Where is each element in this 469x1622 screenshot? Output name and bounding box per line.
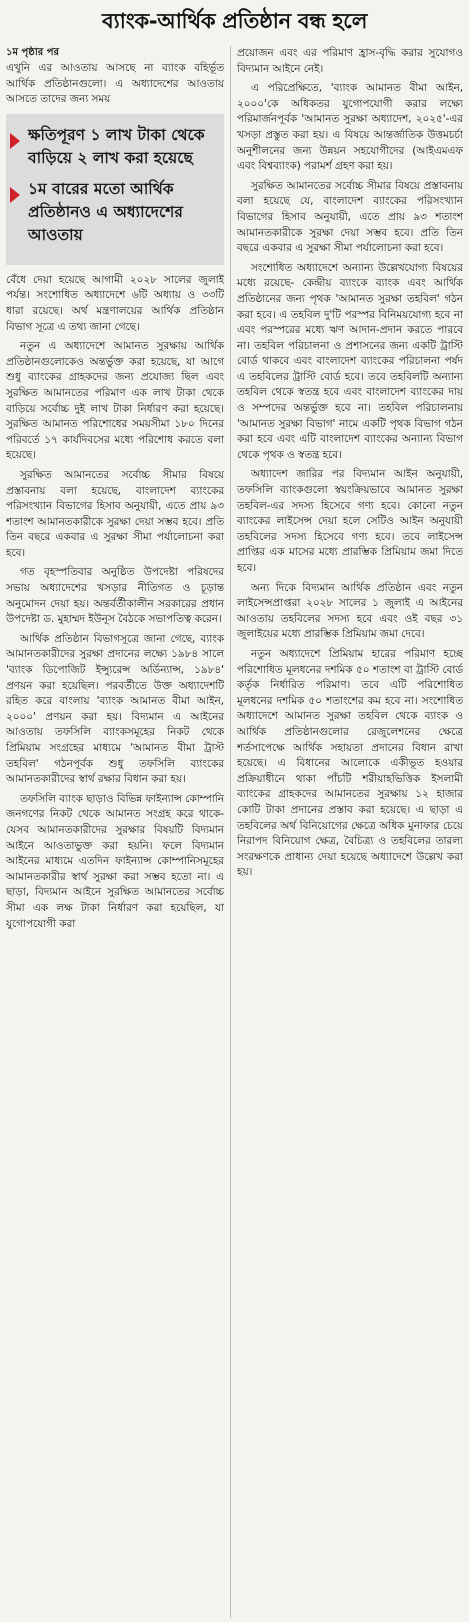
highlight-item: [10, 178, 222, 247]
highlight-box: [6, 114, 224, 265]
paragraph: নতুন অধ্যাদেশে প্রিমিয়াম হারের পরিমাণ হচ্ছে পরিশোধিত মূলধনের দশমিক ৫০ শতাংশ বা ট্রাস্টি বোর্ড কর্তৃক নির্ধারিত পরিমাণ। তবে এটি পরিশোধিত মূলধনের দশমিক ৫০ শতাংশের কম হবে না। সংশোধিত অধ্যাদেশে আমানত সুরক্ষা তহবিল থেকে ব্যাংক ও আর্থিক প্রতিষ্ঠানগুলোর রেজুলেশনের ক্ষেত্রে শর্তসাপেক্ষে আর্থিক সহায়তা প্রদানের বিধান রাখা হয়েছে। এ বিধানের আলোকে একীভূত হওয়ার প্রক্রিয়াধীনে থাকা পাঁচটি শরীয়াহভিত্তিক ইসলামী ব্যাংকের গ্রাহকদের আমানতের সুরক্ষায় ১২ হাজার কোটি টাকা প্রদানের প্রস্তাব করা হয়েছে। এ ছাড়া এ তহবিলের অর্থ বিনিয়োগের ক্ষেত্রে অধিক মুনাফার চেয়ে নিরাপদ বিনিয়োগ ক্ষেত্র, বৈচিত্র্য ও তহবিলের তারল্য সংরক্ষণকে প্রাধান্য দেয়া হয়েছে অধ্যাদেশে উল্লেখ করা হয়।: [237, 647, 463, 879]
paragraph: সংশোধিত অধ্যাদেশে অন্যান্য উল্লেখযোগ্য বিষয়ের মধ্যে রয়েছে- কেন্দ্রীয় ব্যাংকে ব্যাংক এবং আর্থিক প্রতিষ্ঠানের জন্য পৃথক 'আমানত সুরক্ষা তহবিল' গঠন করা হবে। এ তহবিল দু'টি পরস্পর বিনিময়যোগ্য হবে না এবং পরস্পরের মধ্যে ঋণ আদান-প্রদান করতে পারবে না। তহবিল পরিচালনা ও প্রশাসনের জন্য একটি ট্রাস্টি বোর্ড থাকবে এবং বাংলাদেশ ব্যাংকের পরিচালনা পর্ষদ এ তহবিলের ট্রাস্টি বোর্ড হবে। তবে তহবিলটি অন্যান্য তহবিল থেকে স্বতন্ত্র হবে এবং বাংলাদেশ ব্যাংকের দায় ও সম্পদের অন্তর্ভুক্ত হবে না। তহবিল পরিচালনায় 'আমানত সুরক্ষা বিভাগ' নামে একটি পৃথক বিভাগ গঠন করা হবে এবং এটি বাংলাদেশ ব্যাংকের অন্যান্য বিভাগ থেকে পৃথক ও স্বতন্ত্র হবে।: [237, 261, 463, 461]
paragraph: সুরক্ষিত আমানতের সর্বোচ্চ সীমার বিষয়ে প্রস্তাবনায় বলা হয়েছে যে, বাংলাদেশ ব্যাংকের পরিসংখ্যান বিভাগের হিসাব অনুযায়ী, এতে প্রায় ৯৩ শতাংশ আমানতকারীকে সুরক্ষা দেয়া সম্ভব হবে। প্রতি তিন বছরে একবার এ সুরক্ষা সীমা পর্যালোচনা করা হবে।: [237, 179, 463, 255]
paragraph: তফসিলি ব্যাংক ছাড়াও বিভিন্ন ফাইন্যান্স কোম্পানি জনগণের নিকট থেকে আমানত সংগ্রহ করে থাকে- যেসব আমানতকারীদের সুরক্ষার বিষয়টি বিদ্যমান আইনে আওতাভুক্ত করা হয়নি। ফলে বিদ্যমান আইনের মাধ্যমে এতদিন ফাইন্যান্স কোম্পানিসমূহের আমানতকারীর স্বার্থ সুরক্ষা করা সম্ভব হতো না। এ ছাড়া, বিদ্যমান আইনে সুরক্ষিত আমানতের সর্বোচ্চ সীমা এক লক্ষ টাকা নির্ধারণ করা হয়েছিল, যা যুগোপযোগী করা: [6, 792, 224, 930]
highlight-text: ১ম বারের মতো আর্থিক প্রতিষ্ঠানও এ অধ্যাদেশের আওতায়: [28, 179, 183, 244]
paragraph: বেঁধে দেয়া হয়েছে আগামী ২০২৮ সালের জুলাই পর্যন্ত। সংশোধিত অধ্যাদেশে ৬টি অধ্যায় ও ৩৩টি ধারা রয়েছে। অর্থ মন্ত্রণালয়ের আর্থিক প্রতিষ্ঠান বিভাগ সূত্রে এ তথ্য জানা গেছে।: [6, 273, 224, 333]
paragraph: এখুনি এর আওতায় আসছে না ব্যাংক বহির্ভূত আর্থিক প্রতিষ্ঠানগুলো। এ অধ্যাদেশের আওতায় আসতে তাদের জন্য সময়: [6, 62, 224, 106]
paragraph: অন্য দিকে বিদ্যমান আর্থিক প্রতিষ্ঠান এবং নতুন লাইসেন্সপ্রাপ্তরা ২০২৮ সালের ১ জুলাই এ আইনের আওতায় তহবিলের সদস্য হবে এবং ওই বছর ৩১ জুলাইয়ের মধ্যে প্রারম্ভিক প্রিমিয়াম জমা দেবে।: [237, 581, 463, 641]
continuation-label: ১ম পৃষ্ঠার পর: [6, 47, 59, 58]
paragraph: গত বৃহস্পতিবার অনুষ্ঠিত উপদেষ্টা পরিষদের সভায় অধ্যাদেশের খসড়ার নীতিগত ও চূড়ান্ত অনুমোদন দেয়া হয়। অন্তর্বর্তীকালীন সরকারের প্রধান উপদেষ্টা ড. মুহাম্মদ ইউনূস বৈঠকে সভাপতিত্ব করেন।: [6, 566, 224, 626]
column-divider: [230, 46, 231, 1618]
paragraph: প্রয়োজন এবং এর পরিমাণ হ্রাস-বৃদ্ধি করার সুযোগও বিদ্যমান আইনে নেই।: [237, 47, 463, 75]
paragraph: নতুন এ অধ্যাদেশে আমানত সুরক্ষায় আর্থিক প্রতিষ্ঠানগুলোকেও অন্তর্ভুক্ত করা হয়েছে, যা আগে শুধু ব্যাংকের গ্রাহকদের জন্য প্রযোজ্য ছিল এবং সুরক্ষিত আমানতের পরিমাণ এক লাখ টাকা থেকে বাড়িয়ে সর্বোচ্চ দুই লাখ টাকা নির্ধারণ করা হয়েছে। সুরক্ষিত আমানত পরিশোধের সময়সীমা ১৮০ দিনের পরিবর্তে ১৭ কার্যদিবসের মধ্যে পরিশোধ করতে বলা হয়েছে।: [6, 340, 224, 462]
left-column: [6, 46, 224, 1618]
highlight-text: ক্ষতিপূরণ ১ লাখ টাকা থেকে বাড়িয়ে ২ লাখ করা হয়েছে: [28, 125, 205, 167]
red-arrow-icon: [10, 133, 20, 149]
paragraph: অধ্যাদেশ জারির পর বিদ্যমান আইন অনুযায়ী, তফসিলি ব্যাংকগুলো স্বয়ংক্রিয়ভাবে আমানত সুরক্ষা তহবিল-এর সদস্য হিসেবে গণ্য হবে। কোনো নতুন ব্যাংকের লাইসেন্স দেয়া হলে সেটিও আইন অনুযায়ী তহবিলের সদস্য হিসেবে গণ্য হবে। তবে লাইসেন্স প্রাপ্তির এক মাসের মধ্যে প্রারম্ভিক প্রিমিয়াম জমা দিতে হবে।: [237, 468, 463, 574]
headline: ব্যাংক-আর্থিক প্রতিষ্ঠান বন্ধ হলে: [101, 9, 368, 33]
paragraph: এ পরিপ্রেক্ষিতে, 'ব্যাংক আমানত বীমা আইন, ২০০০'কে অধিকতর যুগোপযোগী করার লক্ষ্যে পরিমার্জনপূর্বক 'আমানত সুরক্ষা অধ্যাদেশ, ২০২৫'-এর খসড়া প্রস্তুত করা হয়। এ বিষয়ে আন্তর্জাতিক উত্তমচর্চা অনুশীলনের জন্য উন্নয়ন সহযোগীদের (আইএমএফ এবং বিশ্বব্যাংক) পরামর্শ গ্রহণ করা হয়।: [237, 82, 463, 173]
red-arrow-icon: [10, 187, 20, 203]
column-fade: [237, 1610, 463, 1618]
paragraph: সুরক্ষিত আমানতের সর্বোচ্চ সীমার বিষয়ে প্রস্তাবনায় বলা হয়েছে, বাংলাদেশ ব্যাংকের পরিসংখ্যান বিভাগের হিসাব অনুযায়ী, এতে প্রায় ৯৩ শতাংশ আমানতকারীকে সুরক্ষা দেয়া সম্ভব হবে। প্রতি তিন বছরে একবার এ সুরক্ষা সীমা পর্যালোচনা করা হবে।: [6, 468, 224, 559]
column-fade: [6, 1610, 224, 1618]
paragraph: আর্থিক প্রতিষ্ঠান বিভাগসূত্রে জানা গেছে, ব্যাংক আমানতকারীদের সুরক্ষা প্রদানের লক্ষ্যে ১৯৮৪ সালে 'ব্যাংক ডিপোজিট ইন্স্যুরেন্স অর্ডিন্যান্স, ১৯৮৪' প্রণয়ন করা হয়েছিল। পরবর্তীতে উক্ত অধ্যাদেশটি রহিত করে বাংলায় 'ব্যাংক আমানত বীমা আইন, ২০০০' প্রণয়ন করা হয়। বিদ্যমান এ আইনের আওতায় তফসিলি ব্যাংকসমূহের নিকট থেকে প্রিমিয়াম সংগ্রহের মাধ্যমে 'আমানত বীমা ট্রাস্ট তহবিল' গঠনপূর্বক শুধু তফসিলি ব্যাংকের আমানতকারীদের স্বার্থ রক্ষার বিধান করা হয়।: [6, 632, 224, 786]
highlight-item: [10, 124, 222, 170]
right-column: [237, 46, 463, 1618]
